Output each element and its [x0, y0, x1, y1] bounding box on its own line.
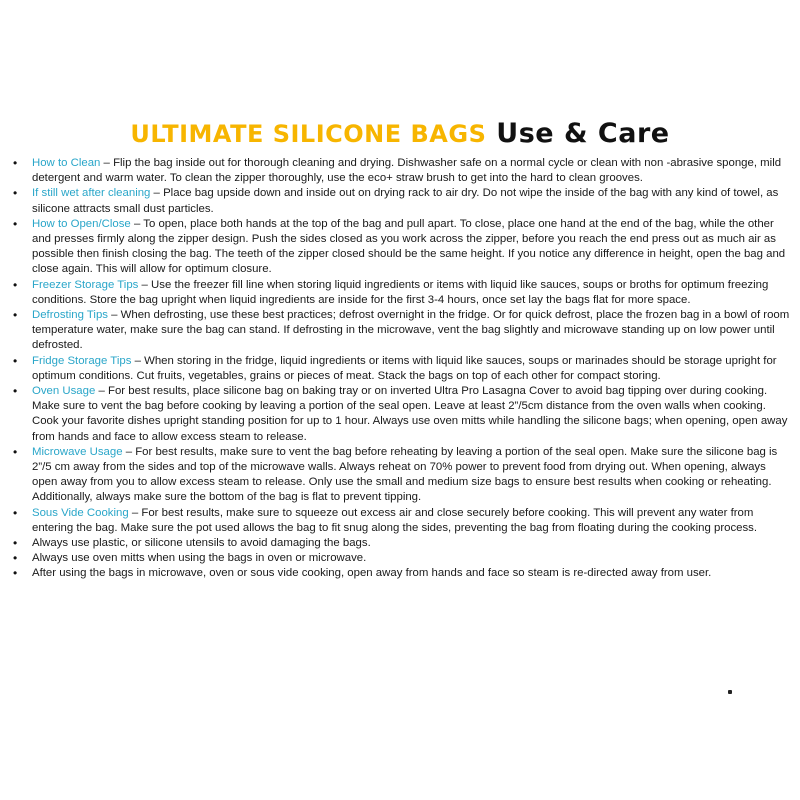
item-text: Always use oven mitts when using the bags in oven or microwave. — [32, 552, 367, 565]
item-separator: – — [100, 157, 114, 169]
list-item — [32, 445, 792, 506]
item-heading: Defrosting Tips — [32, 309, 108, 322]
list-item — [32, 278, 792, 308]
item-heading: How to Clean — [32, 157, 101, 169]
item-text: For best results, make sure to vent the bag before reheating by leaving a portion of the seal open. Make sure the silicone bag is 2”/5 cm away from the sides and top of the microwave walls. Always reheat on 70% power to prevent food from drying out. When opening, always open away from you to allow excess steam to release. Only use the small and medium size bags to ensure best results when cooking or reheating. Additionally, always make sure the bottom of the bag is flat to prevent tipping. — [32, 445, 778, 504]
item-text: When defrosting, use these best practices; defrost overnight in the fridge. Or for quick defrost, place the frozen bag in a bowl of room temperature water, make sure the bag can stand. If defrosting in the microwave, vent the bag slightly and microwave standing up on low power until defrosted. — [32, 309, 790, 352]
item-text: After using the bags in microwave, oven or sous vide cooking, open away from hands and face so steam is re-directed away from user. — [32, 567, 712, 580]
item-text: Use the freezer fill line when storing liquid ingredients or items with liquid like sauces, soups or broths for optimum freezing conditions. Store the bag upright when liquid ingredients are inside for the first 3-4 hours, once set lay the bags flat for more space. — [32, 278, 769, 306]
stray-mark — [728, 690, 732, 694]
item-text: When storing in the fridge, liquid ingredients or items with liquid like sauces, soups or marinades should be storage upright for optimum conditions. Cut fruits, vegetables, grains or pieces of meat. Stack the bags on top of each other for compact storing. — [32, 354, 777, 382]
title-suffix: Use & Care — [496, 118, 670, 149]
item-heading: Sous Vide Cooking — [32, 506, 129, 519]
item-text: For best results, place silicone bag on baking tray or on inverted Ultra Pro Lasagna Cover to avoid bag tipping over during cooking. Make sure to vent the bag before cooking by leaving a portion of the seal open. Leave at least 2”/5cm distance from the oven walls when cooking. Cook your favorite dishes upright standing position for up to 1 hour. Always use oven mitts while handling the silicone bags; when opening, open away from hands and face to allow excess steam to release. — [32, 385, 788, 443]
list-item — [32, 536, 792, 551]
item-separator: – — [95, 385, 108, 398]
item-text: For best results, make sure to squeeze out excess air and close securely before cooking. This will prevent any water from entering the bag. Make sure the pot used allows the bag to fit snug along the sides, preventing the bag from floating during the cooking process. — [32, 506, 758, 534]
item-text: Always use plastic, or silicone utensils to avoid damaging the bags. — [32, 537, 371, 550]
item-heading: Fridge Storage Tips — [32, 354, 132, 367]
item-separator: – — [130, 217, 144, 230]
item-heading: Freezer Storage Tips — [32, 278, 139, 291]
item-text: Flip the bag inside out for thorough cleaning and drying. Dishwasher safe on a normal cycle or clean with non -abrasive sponge, mild detergent and warm water. To clean the zipper thoroughly, use the eco+ straw brush to get into the hard to clean grooves. — [32, 157, 782, 185]
item-heading: Microwave Usage — [32, 445, 123, 458]
list-item — [32, 551, 792, 566]
page-title — [0, 114, 800, 154]
care-tips-list — [12, 156, 792, 582]
item-separator: – — [150, 187, 164, 200]
list-item — [32, 308, 792, 354]
item-separator: – — [122, 445, 136, 458]
item-separator: – — [138, 278, 152, 291]
item-text: Place bag upside down and inside out on drying rack to air dry. Do not wipe the inside of the bag with any kind of towel, as silicone attracts small dust particles. — [32, 187, 779, 215]
item-heading: How to Open/Close — [32, 217, 131, 230]
list-item — [32, 186, 792, 216]
item-separator: – — [131, 354, 145, 367]
list-item — [32, 354, 792, 384]
list-item — [32, 217, 792, 278]
title-highlight: ULTIMATE SILICONE BAGS — [130, 120, 487, 148]
item-heading: If still wet after cleaning — [32, 187, 151, 200]
item-separator: – — [128, 506, 142, 519]
list-item — [32, 566, 792, 581]
item-heading: Oven Usage — [32, 385, 96, 398]
list-item — [32, 506, 792, 536]
item-text: To open, place both hands at the top of the bag and pull apart. To close, place one hand at the end of the bag, while the other and presses firmly along the zipper design. Push the sides closed as you work across the zipper, before you reach the end press out as much air as possible then finish closing the bag. The teeth of the zipper closed should be the same height. If you notice any difference in height, open the bag and close again. This will allow for optimum closure. — [32, 217, 786, 276]
list-item — [32, 384, 792, 445]
item-separator: – — [107, 309, 121, 322]
list-item — [32, 156, 792, 186]
